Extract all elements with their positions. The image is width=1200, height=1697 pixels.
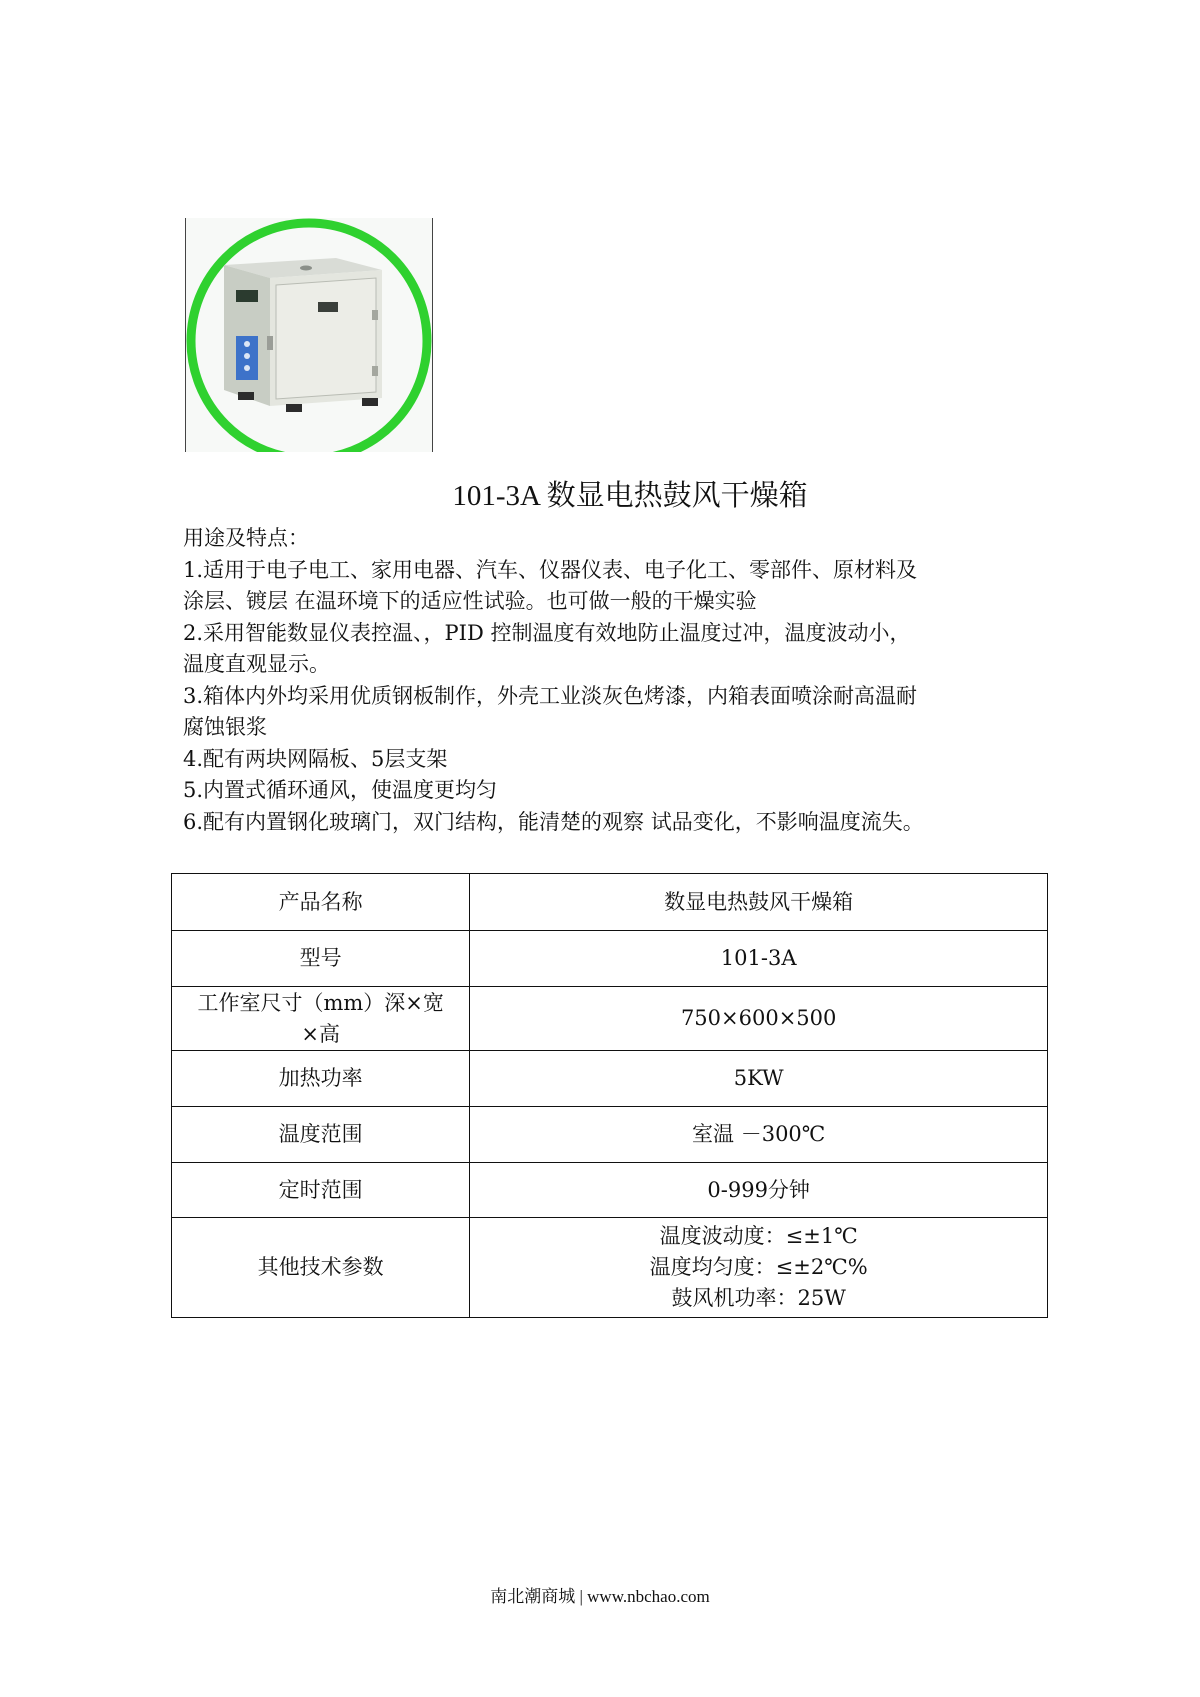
spec-value: 温度波动度：≤±1℃ 温度均匀度：≤±2℃% 鼓风机功率：25W: [470, 1218, 1048, 1318]
spec-value: 0-999分钟: [470, 1163, 1048, 1218]
table-row: [172, 987, 1048, 1051]
feature-line: 4.配有两块网隔板、5层支架: [183, 746, 448, 771]
feature-line: 涂层、镀层 在温环境下的适应性试验。也可做一般的干燥实验: [183, 589, 757, 613]
spec-value: 101-3A: [470, 931, 1048, 987]
feature-line: 5.内置式循环通风，使温度更均匀: [183, 778, 498, 802]
spec-label: 产品名称: [172, 874, 470, 931]
spec-label: 工作室尺寸（mm）深×宽 ×高: [172, 987, 470, 1051]
feature-line: 腐蚀银浆: [183, 715, 267, 739]
feature-line: 6.配有内置钢化玻璃门，双门结构，能清楚的观察 试品变化，不影响温度流失。: [183, 809, 924, 834]
spec-label: 加热功率: [172, 1051, 470, 1107]
spec-label: 定时范围: [172, 1163, 470, 1218]
spec-label: 型号: [172, 931, 470, 987]
spec-label: 其他技术参数: [172, 1218, 470, 1318]
table-row: [172, 1107, 1048, 1163]
features-section: [183, 523, 1043, 838]
table-row: [172, 874, 1048, 931]
spec-value: 750×600×500: [470, 987, 1048, 1051]
table-row: [172, 1051, 1048, 1107]
spec-table: [171, 873, 1048, 1318]
table-row: [172, 931, 1048, 987]
table-row: [172, 1163, 1048, 1218]
product-photo: [185, 218, 433, 452]
feature-line: 2.采用智能数显仪表控温、，PID 控制温度有效地防止温度过冲，温度波动小，: [183, 620, 911, 645]
features-heading: 用途及特点：: [183, 526, 309, 550]
spec-value: 5KW: [470, 1051, 1048, 1107]
feature-line: 3.箱体内外均采用优质钢板制作，外壳工业淡灰色烤漆，内箱表面喷涂耐高温耐: [183, 683, 918, 708]
footer-text: 南北潮商城 | www.nbchao.com: [490, 1587, 710, 1606]
feature-line: 1.适用于电子电工、家用电器、汽车、仪器仪表、电子化工、零部件、原材料及: [183, 557, 918, 582]
spec-label: 温度范围: [172, 1107, 470, 1163]
document-title: 101-3A 数显电热鼓风干燥箱: [452, 480, 808, 512]
table-row: [172, 1218, 1048, 1318]
feature-line: 温度直观显示。: [183, 652, 330, 676]
spec-value: 室温 －300℃: [470, 1107, 1048, 1163]
spec-value: 数显电热鼓风干燥箱: [470, 874, 1048, 931]
